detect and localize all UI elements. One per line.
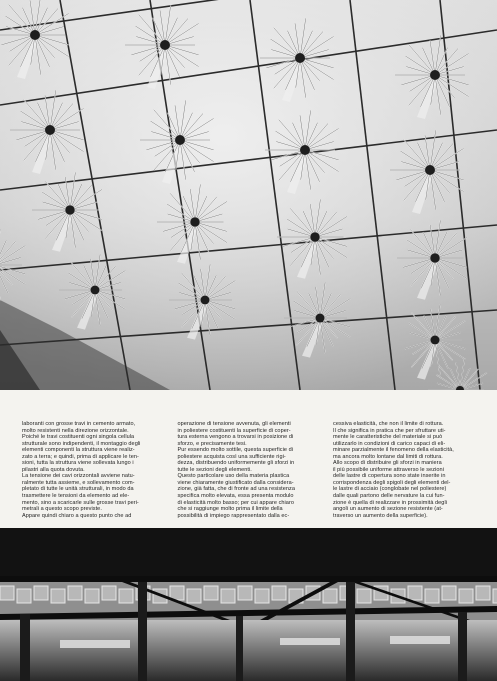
text-line: utilizzarlo in condizioni di carico capaci di eli- [333, 440, 446, 447]
text-line: La tensione dei cavi orizzontali avviene natu- [22, 473, 135, 480]
text-line: che si raggiunge molto prima il limite della [177, 506, 283, 513]
text-line: elementi componenti la struttura viene realiz- [22, 447, 135, 454]
text-line: strutturale sono indipendenti, il montaggio degli [22, 440, 141, 447]
text-column-1 [22, 421, 164, 521]
text-line: Appare quindi chiaro a questo punto che ad [22, 512, 132, 519]
text-line: operazione di tensione avvenuta, gli elementi [177, 421, 291, 427]
text-line: possibilità di impiego rappresentato dalla ec- [177, 512, 290, 519]
text-line: Questo particolare uso della materia plastica [177, 473, 290, 480]
text-line: metrali a questo scopo previste. [22, 506, 102, 513]
text-line: dezza, distribuendo uniformemente gli sforzi in [177, 460, 295, 467]
text-line: sioni, tutta la struttura viene sollevata lungo i [22, 460, 134, 467]
text-line: poliestere acquista così una sufficiente rigi- [177, 453, 286, 460]
text-line: ralmente tutta assieme, e sollevamento com- [22, 479, 135, 486]
text-line: Pur essendo molto sottile, questa superficie di [177, 447, 294, 454]
text-line: in poliestere costituenti la superficie di coper- [177, 427, 291, 434]
text-line: cessiva elasticità, che non il limite di rottura. [333, 421, 444, 427]
text-line: zione, già fatta, che di fronte ad una resistenza [177, 486, 295, 493]
article-text [22, 421, 475, 521]
text-line: tura esterna vengono a trovarsi in posizione di [177, 434, 294, 441]
text-line: specifica molto elevata, essa presenta modulo [177, 493, 294, 500]
text-line: Il che significa in pratica che per sfruttare uti- [333, 427, 446, 434]
text-line: le lastre di acciaio (conglobate nel poliestere) [333, 486, 447, 493]
text-line: dalle quali partono delle nervature la cui fun- [333, 493, 445, 500]
text-line: zione è quella di realizzare in prossimità degli [333, 499, 448, 506]
text-line: minare parzialmente il fenomeno della elasticità, [333, 447, 454, 454]
text-line: il più possibile uniforme attraverso le sezioni [333, 466, 444, 473]
text-line: pilastri alla quota dovuta. [22, 466, 85, 473]
text-line: angoli un aumento di sezione resistente (at- [333, 506, 443, 513]
interior-structure-photo [0, 528, 497, 681]
text-line: mento, sino a scaricarle sulle grosse travi peri- [22, 499, 139, 506]
text-column-2 [178, 421, 320, 521]
text-line: corrispondenza degli spigoli degli elementi del- [333, 479, 451, 486]
text-line: zato a terra; e quindi, prima di applicare le ten- [22, 453, 139, 460]
text-column-3 [333, 421, 475, 521]
text-line: Allo scopo di distribuire gli sforzi in maniera [333, 460, 442, 467]
text-line: di elasticità molto basso; per cui appare chiaro [177, 499, 294, 506]
text-line: tutte le sezioni degli elementi. [177, 466, 252, 473]
text-line: viene chiaramente giustificato dalla considera- [177, 479, 294, 486]
text-line: laboranti con grosse travi in cemento armato, [22, 421, 136, 427]
text-line: Poiché le travi costituenti ogni singola cellula [22, 434, 135, 441]
text-line: pletato di tutte le unità strutturali, in modo da [22, 486, 134, 493]
text-line: sforzo, e precisamente tesi. [177, 440, 247, 447]
text-line: ma ancora molto lontane dal limiti di rottura. [333, 453, 443, 460]
text-line: trasmettere le tensioni da elemento ad ele- [22, 493, 130, 500]
text-line: mente le caratteristiche del materiale si può [333, 434, 443, 441]
text-line: traverso un aumento della superficie). [333, 512, 428, 519]
text-line: molto resistenti nella direzione orizzontale. [22, 427, 129, 434]
text-line: delle lastre di copertura sono state inserite in [333, 473, 446, 480]
